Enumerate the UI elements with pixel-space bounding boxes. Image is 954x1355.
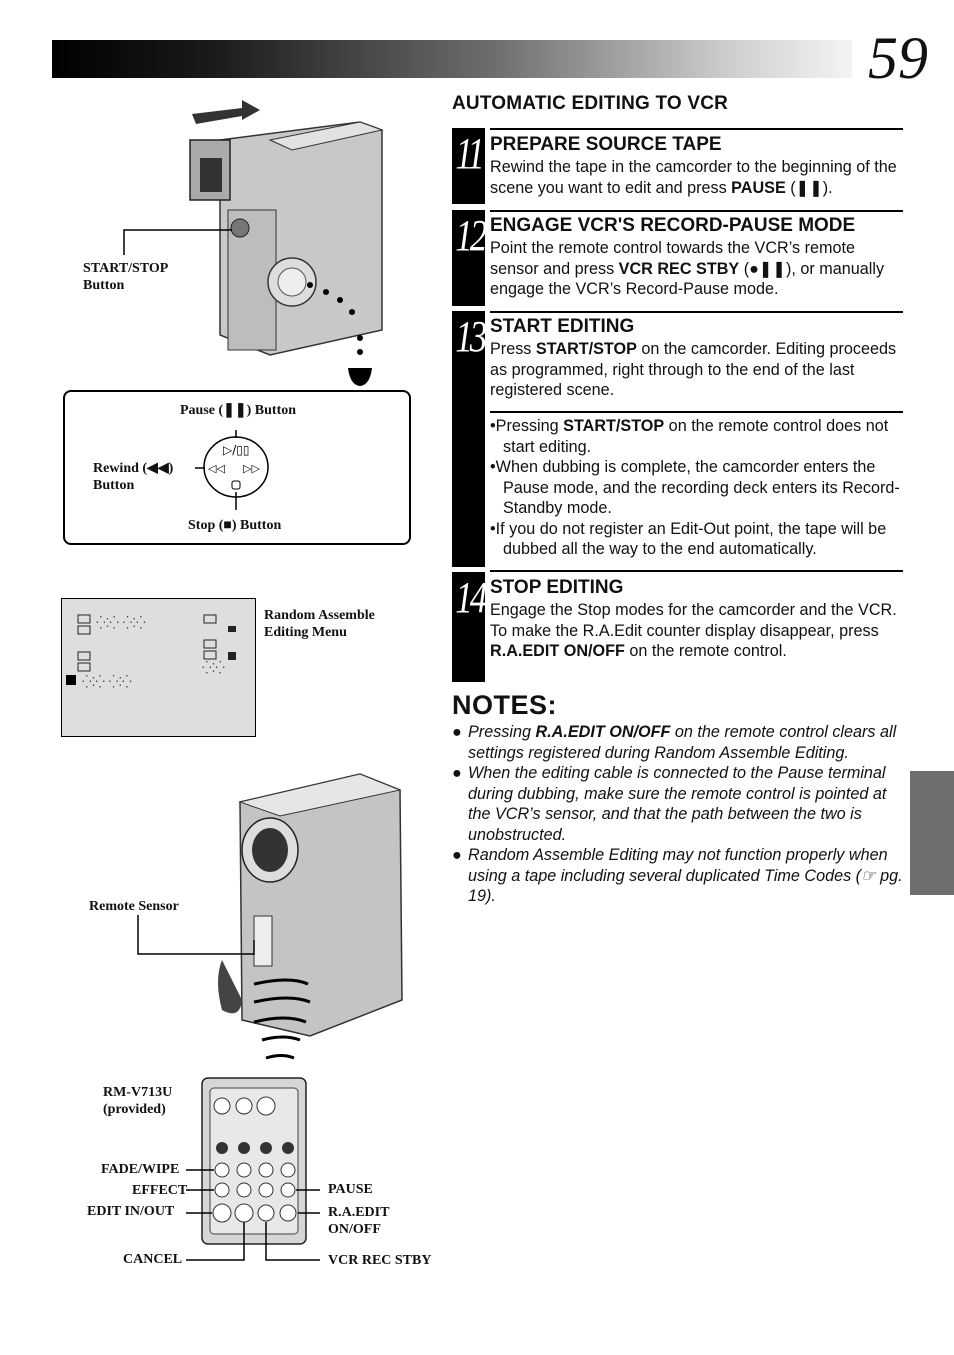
- stop-button-label: Stop (■) Button: [188, 518, 282, 533]
- svg-text:▷/▯▯: ▷/▯▯: [223, 443, 250, 457]
- camcorder-illustration-top: [60, 100, 420, 390]
- control-pad-icon: [195, 430, 285, 510]
- step-bullets: [490, 416, 903, 560]
- step-number-block: [452, 210, 485, 306]
- note-item: ● Random Assemble Editing may not function properly when using a tape including several duplicated Time Codes (☞ pg. 19).: [452, 846, 903, 905]
- cancel-label: CANCEL: [123, 1252, 183, 1267]
- ra-edit-on-off-label: R.A.EDIT ON/OFF: [328, 1205, 390, 1237]
- section-title: AUTOMATIC EDITING TO VCR: [452, 93, 729, 114]
- step-divider: [490, 210, 903, 212]
- fade-wipe-label: FADE/WIPE: [101, 1162, 180, 1177]
- side-thumb-tab: [910, 771, 954, 895]
- bullet-item: •When dubbing is complete, the camcorder enters the Pause mode, and the recording deck enters its Record-Standby mode.: [490, 458, 900, 517]
- rewind-button-label: Rewind (◀◀) Button: [93, 461, 174, 493]
- step-engage-vcr-record-pause: [490, 214, 903, 300]
- start-stop-label: START/STOP Button: [83, 261, 169, 293]
- step-text: Point the remote control towards the VCR’s remote sensor and press VCR REC STBY (●❚❚), or manually engage the VCR’s Record-Pause mode.: [490, 239, 885, 298]
- svg-text:▷▷: ▷▷: [243, 462, 260, 475]
- step-title: ENGAGE VCR'S RECORD-PAUSE MODE: [490, 215, 856, 236]
- step-text: Rewind the tape in the camcorder to the beginning of the scene you want to edit and press PAUSE (❚❚).: [490, 158, 897, 197]
- bullet-item: •If you do not register an Edit-Out point, the tape will be dubbed all the way to the end automatically.: [490, 519, 887, 558]
- bullet-item: •Pressing START/STOP on the remote control does not start editing.: [490, 417, 889, 456]
- step-divider: [490, 311, 903, 313]
- step-number: 12: [455, 211, 485, 260]
- header-gradient-bar: [52, 40, 852, 78]
- reference-icon: ☞: [861, 866, 876, 885]
- step-number: 14: [455, 573, 485, 622]
- effect-label: EFFECT: [132, 1183, 188, 1198]
- step-title: PREPARE SOURCE TAPE: [490, 134, 722, 155]
- step-title: START EDITING: [490, 316, 635, 337]
- step-number: 13: [455, 312, 485, 361]
- step-number: 11: [455, 129, 482, 178]
- pause-label: PAUSE: [328, 1182, 373, 1197]
- note-item: ● Pressing R.A.EDIT ON/OFF on the remote control clears all settings registered during Random Assemble Editing.: [452, 723, 897, 762]
- step-number-block: [452, 128, 485, 204]
- notes-title: NOTES:: [452, 690, 558, 720]
- step-prepare-source-tape: [490, 133, 903, 198]
- svg-text:⁛⁚⁛ ⁛⁚⁛: ⁛⁚⁛ ⁛⁚⁛: [82, 675, 132, 689]
- step-divider: [490, 128, 903, 130]
- remote-sensor-label: Remote Sensor: [89, 899, 179, 914]
- step-divider: [490, 411, 903, 413]
- step-text: Engage the Stop modes for the camcorder and the VCR.: [490, 601, 897, 619]
- ra-menu-label: Random Assemble Editing Menu: [264, 608, 375, 640]
- step-number-block: [452, 572, 485, 682]
- camcorder-illustration-front: [130, 770, 420, 1070]
- svg-text:⁛⁚⁛ ⁛⁚⁛: ⁛⁚⁛ ⁛⁚⁛: [96, 616, 146, 630]
- vcr-rec-stby-label: VCR REC STBY: [328, 1253, 432, 1268]
- notes-list: [452, 722, 907, 907]
- step-title: STOP EDITING: [490, 577, 624, 598]
- pause-button-label: Pause (❚❚) Button: [180, 403, 297, 418]
- svg-text:⁛⁚⁛: ⁛⁚⁛: [202, 661, 225, 675]
- step-divider: [490, 570, 903, 572]
- note-item: ● When the editing cable is connected to the Pause terminal during dubbing, make sure the remote control is pointed at the VCR’s sensor, and that the path between the two is unobstructed.: [452, 764, 887, 844]
- step-text: To make the R.A.Edit counter display disappear, press R.A.EDIT ON/OFF on the remote control.: [490, 621, 879, 660]
- svg-text:◁◁: ◁◁: [208, 462, 225, 475]
- step-start-editing: [490, 315, 903, 401]
- page-number: 59: [868, 25, 928, 91]
- step-text: Press START/STOP on the camcorder. Editing proceeds as programmed, right through to the end of the last registered scene.: [490, 340, 897, 399]
- ra-edit-menu-content: [62, 600, 252, 734]
- step-stop-editing: [490, 576, 903, 662]
- edit-in-out-label: EDIT IN/OUT: [87, 1204, 175, 1219]
- step-number-block: [452, 311, 485, 567]
- remote-model-label: RM-V713U (provided): [103, 1085, 173, 1117]
- remote-control-illustration: [180, 1072, 320, 1272]
